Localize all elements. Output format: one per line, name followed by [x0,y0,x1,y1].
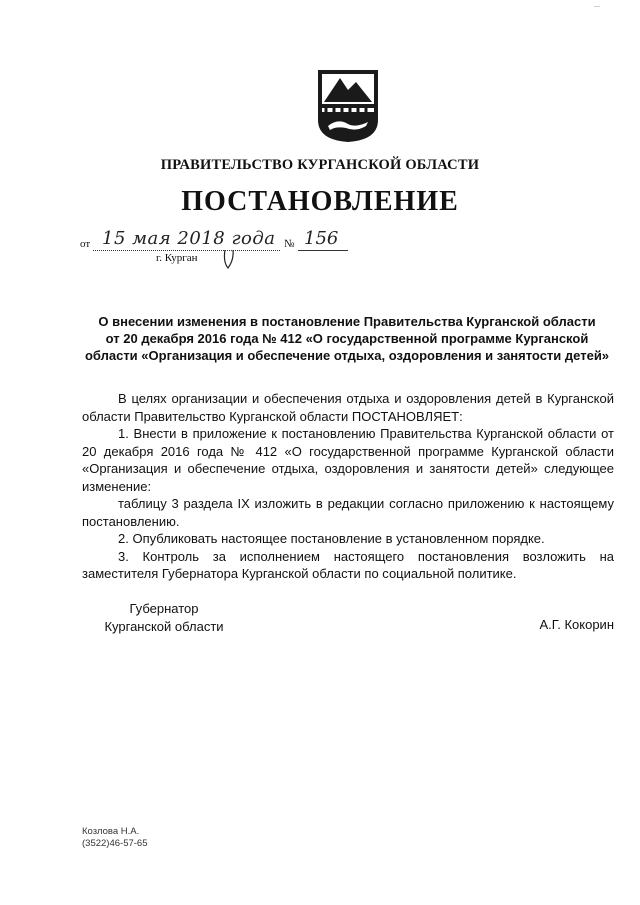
kurgan-region-coat-of-arms-icon [316,68,380,144]
document-body [82,390,614,583]
document-subject [82,313,612,364]
date-from-label: от [80,238,91,250]
position-line: Губернатор [129,601,199,616]
executor-phone: (3522)46-57-65 [82,838,148,849]
body-paragraph: 3. Контроль за исполнением настоящего постановления возложить на заместителя Губернатора Курганской области по социальной политике. [82,548,614,581]
subject-line: области «Организация и обеспечение отдыха, оздоровления и занятости детей» [84,348,610,363]
number-underline [298,250,348,251]
executor-info [82,826,148,850]
top-scan-mark: — [594,4,600,10]
signatory-position [104,600,224,635]
document-type-title: ПОСТАНОВЛЕНИЕ [181,186,459,217]
subject-line: от 20 декабря 2016 года № 412 «О государственной программе Курганской [105,331,589,346]
registration-line [80,230,380,270]
handwritten-mark [222,248,236,270]
handwritten-date: 15 мая 2018 года [102,228,276,249]
body-paragraph: 2. Опубликовать настоящее постановление в установленном порядке. [118,531,545,546]
handwritten-number: 156 [304,228,339,249]
government-title: ПРАВИТЕЛЬСТВО КУРГАНСКОЙ ОБЛАСТИ [160,157,480,173]
signatory-name: А.Г. Кокорин [539,617,614,632]
date-underline [93,250,280,251]
body-paragraph: таблицу 3 раздела IX изложить в редакции согласно приложению к настоящему постановлению. [82,496,614,529]
subject-line: О внесении изменения в постановление Правительства Курганской области [98,314,596,329]
position-line: Курганской области [104,618,224,634]
executor-name: Козлова Н.А. [82,826,140,837]
body-paragraph: В целях организации и обеспечения отдыха и оздоровления детей в Курганской области Правительство Курганской области ПОСТАНОВЛЯЕТ: [82,391,614,424]
city-label: г. Курган [156,252,198,264]
body-paragraph: 1. Внести в приложение к постановлению Правительства Курганской области от 20 декабря 2016 года № 412 «О государственной программе Курганской области «Организация и обеспечение отдыха, оздоровления и занятости детей» следующее изменение: [82,426,614,494]
number-label: № [284,238,295,250]
